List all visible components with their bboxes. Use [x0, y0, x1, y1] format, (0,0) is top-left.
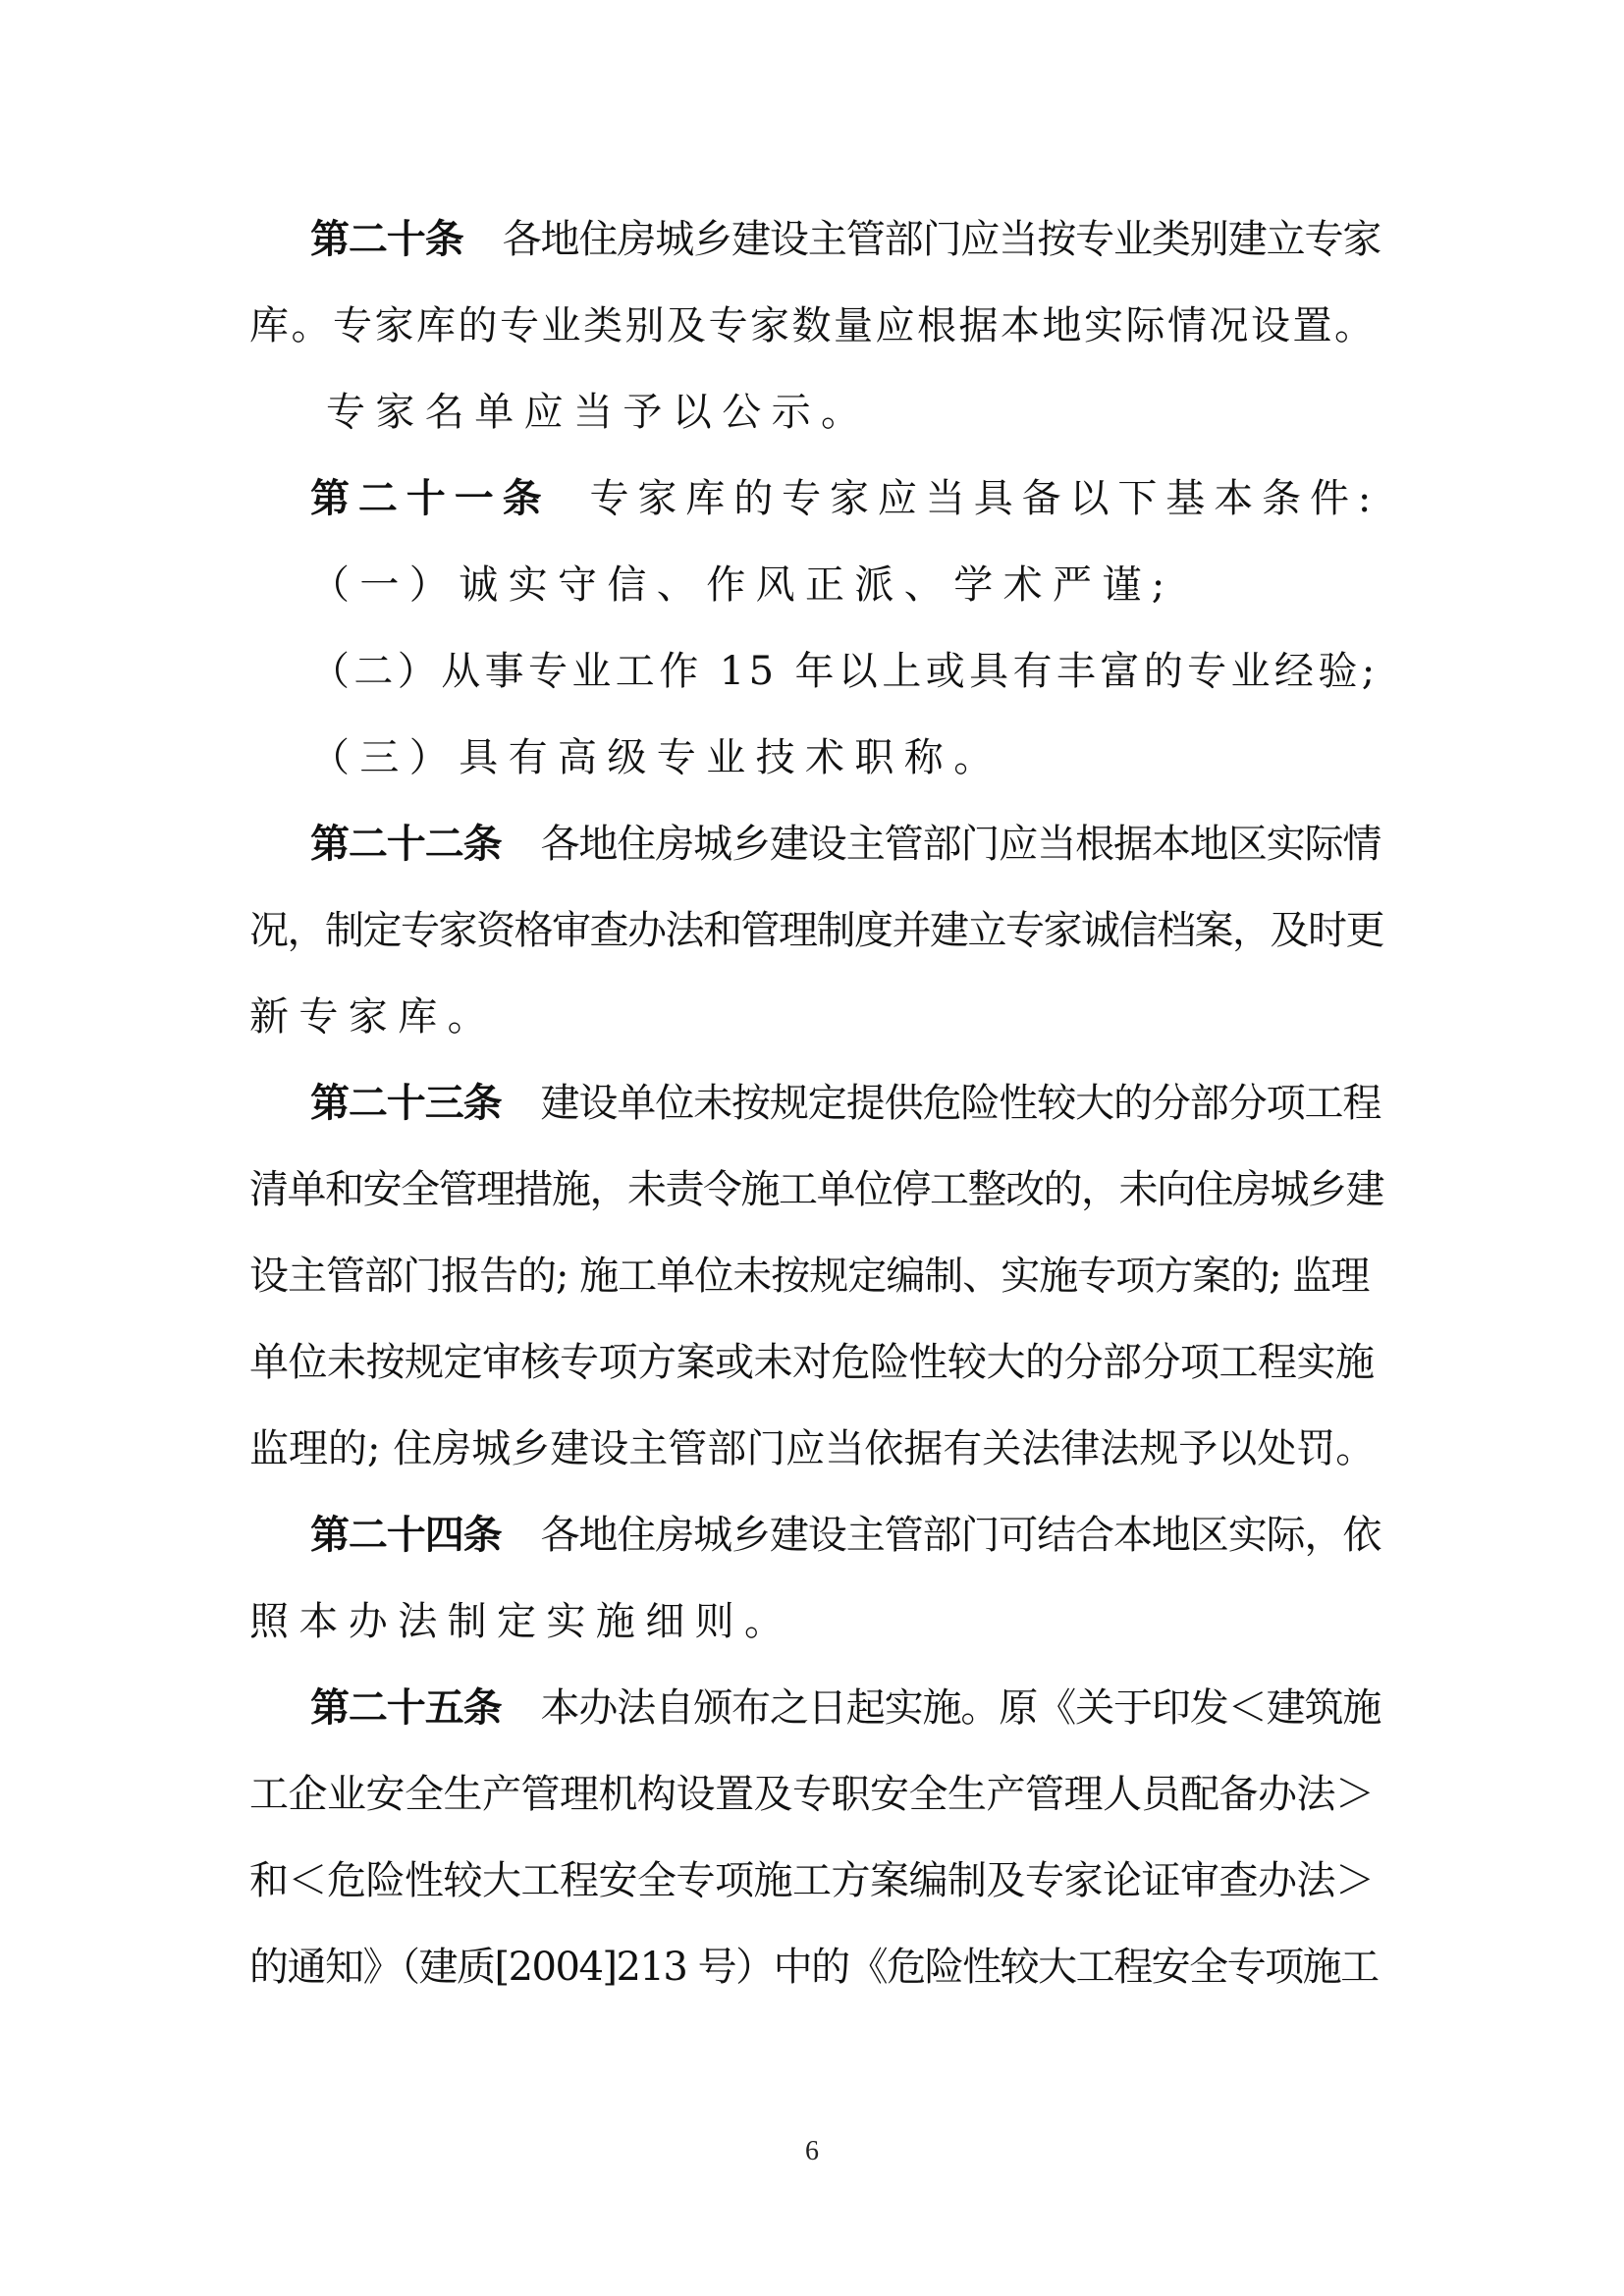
article-21-text: 专家库的专家应当具备以下基本条件:	[589, 476, 1380, 521]
article-25-title: 第二十五条	[310, 1684, 502, 1731]
article-23-title: 第二十三条	[310, 1080, 502, 1126]
article-21-item-1: （一）诚实守信、作风正派、学术严谨;	[310, 562, 1175, 608]
article-25-text: 本办法自颁布之日起实施。原《关于印发＜建筑施	[540, 1685, 1381, 1731]
article-20-line-2: 库。专家库的专业类别及专家数量应根据本地实际情况设置。	[249, 303, 1377, 348]
article-23-line-2: 清单和安全管理措施，未责令施工单位停工整改的，未向住房城乡建	[249, 1167, 1383, 1212]
article-25-line-1	[310, 1684, 1380, 1732]
page-number: 6	[805, 2136, 819, 2166]
article-22-line-2: 况，制定专家资格审查办法和管理制度并建立专家诚信档案，及时更	[249, 908, 1383, 953]
article-22-text: 各地住房城乡建设主管部门应当根据本地区实际情	[540, 822, 1381, 867]
article-25-line-4: 的通知》（建质[2004]213 号）中的《危险性较大工程安全专项施工	[249, 1945, 1379, 1990]
article-21-item-2: （二）从事专业工作 15 年以上或具有丰富的专业经验;	[310, 649, 1380, 694]
article-24-line-2: 照本办法制定实施细则。	[249, 1599, 794, 1644]
article-24-title: 第二十四条	[310, 1512, 502, 1558]
article-21-title: 第二十一条	[310, 475, 551, 521]
article-21-line-1	[310, 475, 1380, 522]
article-22-line-1	[310, 821, 1380, 868]
article-20-text: 各地住房城乡建设主管部门应当按专业类别建立专家	[502, 217, 1381, 262]
article-22-title: 第二十二条	[310, 821, 502, 867]
article-23-line-3: 设主管部门报告的; 施工单位未按规定编制、实施专项方案的; 监理	[249, 1254, 1370, 1299]
article-25-line-3: 和＜危险性较大工程安全专项施工方案编制及专家论证审查办法＞	[249, 1858, 1375, 1903]
article-23-text: 建设单位未按规定提供危险性较大的分部分项工程	[540, 1081, 1381, 1126]
article-23-line-4: 单位未按规定审核专项方案或未对危险性较大的分部分项工程实施	[249, 1340, 1375, 1385]
article-21-item-3: （三）具有高级专业技术职称。	[310, 735, 1003, 780]
article-25-line-2: 工企业安全生产管理机构设置及专职安全生产管理人员配备办法＞	[249, 1772, 1375, 1817]
article-20-line-3: 专家名单应当予以公示。	[326, 390, 871, 435]
article-23-line-5: 监理的; 住房城乡建设主管部门应当依据有关法律法规予以处罚。	[249, 1426, 1376, 1471]
article-20-line-1	[310, 216, 1380, 263]
article-24-line-1	[310, 1512, 1380, 1559]
article-22-line-3: 新专家库。	[249, 994, 497, 1040]
article-24-text: 各地住房城乡建设主管部门可结合本地区实际，依	[540, 1513, 1381, 1558]
article-23-line-1	[310, 1080, 1380, 1127]
article-20-title: 第二十条	[310, 216, 463, 262]
